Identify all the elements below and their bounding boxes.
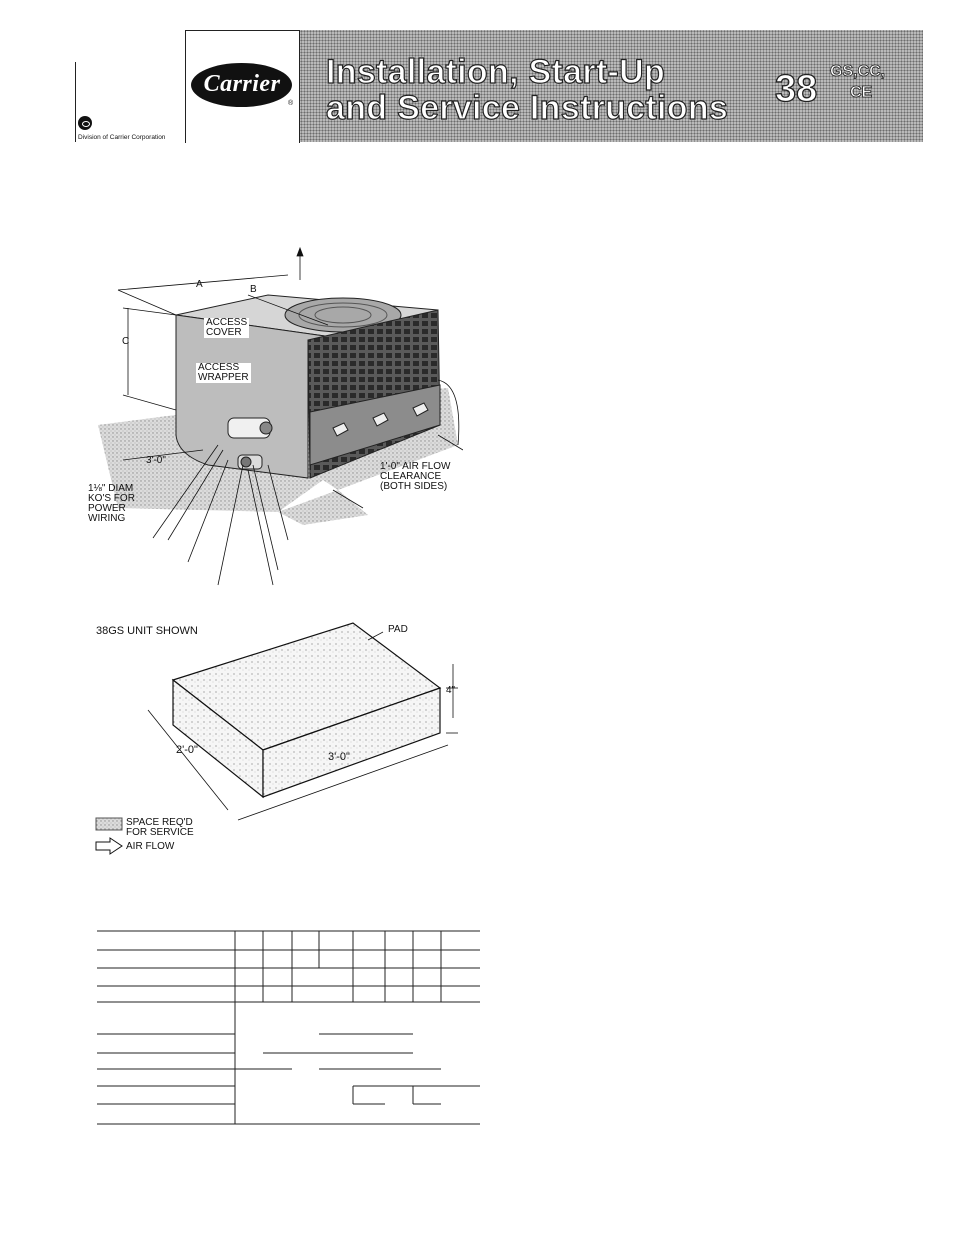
concrete-pad [173,623,440,797]
division-seal-icon [78,116,92,130]
access-cover-label: ACCESS COVER [206,317,248,338]
dim-a-label: A [196,279,203,290]
unit-shown-note: 38GS UNIT SHOWN [96,625,198,637]
access-wrapper-label: ACCESS WRAPPER [198,362,249,383]
dim-c-label: C [122,336,130,347]
document-title [326,54,728,126]
airflow-clearance-label: 1'-0" AIR FLOW CLEARANCE (BOTH SIDES) [380,461,451,492]
service-clearance-label: 3'-0" [146,455,166,466]
model-suffix-1: GS,CC, [830,63,886,80]
logo-registered-mark: ® [288,100,294,107]
spec-table [97,930,480,1125]
legend-airflow-label: AIR FLOW [126,841,175,852]
pad-height-label: 4" [446,685,456,696]
unit-illustration [88,240,463,860]
airflow-arrow-icon [96,838,122,854]
power-wiring-ko-label: 1⅛" DIAM KO'S FOR POWER WIRING [88,483,135,524]
unit-dimension-figure [88,240,463,860]
pad-label: PAD [388,624,408,635]
title-line-2: and Service Instructions [326,89,729,127]
model-number: 38 [775,68,818,110]
pad-width-label: 2'-0" [176,744,198,756]
pad-length-label: 3'-0" [328,751,350,763]
header-rule [75,62,76,142]
division-text: Division of Carrier Corporation [78,134,166,141]
legend-service-space-label: SPACE REQ'D FOR SERVICE [126,817,194,838]
dim-b-label: B [250,284,257,295]
logo-text: Carrier [203,71,281,97]
service-space-swatch [96,818,122,830]
title-line-1: Installation, Start-Up [326,53,666,91]
model-suffix-2: CE [850,84,873,101]
title-banner [300,30,923,142]
